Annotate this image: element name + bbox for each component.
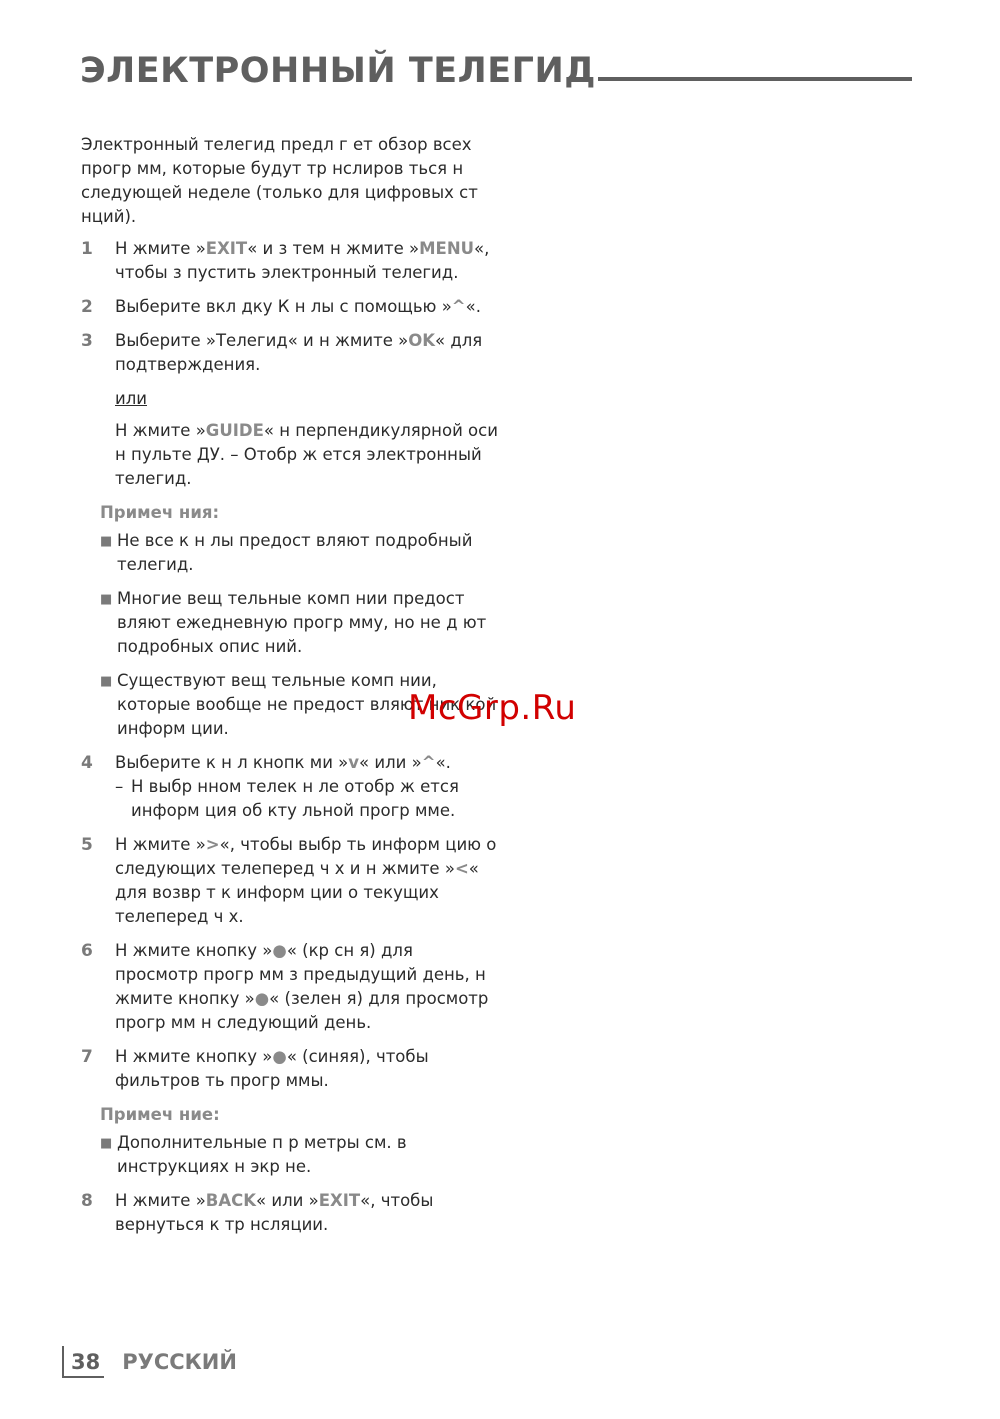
- note-item: [100, 529, 501, 577]
- step-text-part: Н жмите кнопку »: [115, 1047, 273, 1066]
- step-text-part: Н жмите »: [115, 239, 206, 258]
- chevron-left-icon: <: [454, 859, 469, 878]
- step-text-part: « для возвр т к информ ции о текущих телеперед ч х.: [115, 859, 479, 926]
- step-text-part: Н жмите кнопку »: [115, 941, 273, 960]
- step-text-part: Выберите вкл дку К н лы с помощью »: [115, 297, 452, 316]
- step-number: 4: [81, 753, 93, 773]
- note-text: Многие вещ тельные комп нии предост вляют ежедневную прогр мму, но не д ют подробных опис ний.: [117, 589, 487, 656]
- square-bullet-icon: ■: [100, 592, 113, 607]
- step-text-part: «, чтобы выбр ть информ цию о следующих телеперед ч х и н жмите »: [115, 835, 497, 878]
- step-text-part: «.: [465, 297, 481, 316]
- page-footer: [62, 1346, 237, 1378]
- step-text-part: «, чтобы вернуться к тр нсляции.: [115, 1191, 434, 1234]
- menu-key: MENU: [419, 239, 475, 258]
- step-text-part: « или »: [359, 753, 422, 772]
- exit-key: EXIT: [205, 239, 248, 258]
- back-key: BACK: [205, 1191, 257, 1210]
- step-text: [115, 939, 501, 1035]
- color-dot-icon: ●: [272, 941, 287, 960]
- step-7: [81, 1045, 501, 1093]
- step-number: 5: [81, 835, 93, 855]
- step-number: 3: [81, 331, 93, 351]
- step-8: [81, 1189, 501, 1237]
- step-text-part: « или »: [256, 1191, 319, 1210]
- exit-key: EXIT: [318, 1191, 361, 1210]
- step-number: 6: [81, 941, 93, 961]
- step-3-alternative: [115, 419, 501, 491]
- step-text-part: « н перпендикулярной оси н пульте ДУ. – Отобр ж ется электронный телегид.: [115, 421, 498, 488]
- step-text-part: Н жмите »: [115, 1191, 206, 1210]
- step-text: [115, 1189, 501, 1237]
- step-text: [115, 1045, 501, 1093]
- step-text: [115, 833, 501, 929]
- step-text-part: Н жмите »: [115, 421, 206, 440]
- chevron-right-icon: >: [205, 835, 220, 854]
- step-text: [115, 751, 501, 823]
- guide-key: GUIDE: [205, 421, 264, 440]
- step-text-part: Выберите к н л кнопк ми »: [115, 753, 349, 772]
- step-text-part: «.: [435, 753, 451, 772]
- page-header: [80, 48, 912, 94]
- step-text: [115, 329, 501, 377]
- step-text-part: « для подтверждения.: [115, 331, 483, 374]
- square-bullet-icon: ■: [100, 674, 113, 689]
- step-number: 8: [81, 1191, 93, 1211]
- chevron-up-icon: ^: [451, 297, 466, 316]
- step-number: 2: [81, 297, 93, 317]
- step-text-part: « (синяя), чтобы фильтров ть прогр ммы.: [115, 1047, 429, 1090]
- step-text: [115, 295, 501, 319]
- step-1: [81, 237, 501, 285]
- note-text: Существуют вещ тельные комп нии, которые вообще не предост вляют ник кой информ ции.: [117, 671, 497, 738]
- result-text: Н выбр нном телек н ле отобр ж ется информ ция об кту льной прогр мме.: [131, 777, 459, 820]
- dash-mark: –: [115, 777, 124, 796]
- square-bullet-icon: ■: [100, 534, 113, 549]
- or-label: или: [115, 389, 147, 408]
- watermark: McGrp.Ru: [408, 688, 577, 728]
- step-6: [81, 939, 501, 1035]
- chevron-down-icon: v: [348, 753, 360, 772]
- square-bullet-icon: ■: [100, 1136, 113, 1151]
- step-3: [81, 329, 501, 377]
- step-text-part: «, чтобы з пустить электронный телегид.: [115, 239, 490, 282]
- step-text: [115, 237, 501, 285]
- note-item: [100, 1131, 501, 1179]
- intro-paragraph: Электронный телегид предл г ет обзор всех прогр мм, которые будут тр нслиров ться н следующей неделе (только для цифровых ст нций).: [81, 135, 478, 226]
- language-label: РУССКИЙ: [122, 1350, 237, 1374]
- note-text: Дополнительные п р метры см. в инструкциях н экр не.: [117, 1133, 407, 1176]
- ok-key: OK: [408, 331, 435, 350]
- step-text-part: « (кр сн я) для просмотр прогр мм з предыдущий день, н жмите кнопку »: [115, 941, 486, 1008]
- notes-heading: Примеч ние:: [100, 1105, 220, 1124]
- notes-heading: Примеч ния:: [100, 503, 220, 522]
- title-rule: [598, 77, 912, 81]
- note-text: Не все к н лы предост вляют подробный телегид.: [117, 531, 473, 574]
- step-4: [81, 751, 501, 823]
- color-dot-icon: ●: [254, 989, 270, 1008]
- note-item: [100, 587, 501, 659]
- step-number: 7: [81, 1047, 93, 1067]
- step-text-part: Н жмите »: [115, 835, 206, 854]
- step-number: 1: [81, 239, 93, 259]
- page-number: 38: [62, 1346, 104, 1378]
- chevron-up-icon: ^: [421, 753, 436, 772]
- page-title: ЭЛЕКТРОННЫЙ ТЕЛЕГИД: [80, 51, 596, 91]
- step-2: [81, 295, 501, 319]
- step-result: [115, 775, 501, 823]
- step-text-part: « и з тем н жмите »: [247, 239, 420, 258]
- color-dot-icon: ●: [272, 1047, 287, 1066]
- step-text-part: Выберите »Телегид« и н жмите »: [115, 331, 409, 350]
- step-text-part: « (зелен я) для просмотр прогр мм н следующий день.: [115, 989, 489, 1032]
- step-5: [81, 833, 501, 929]
